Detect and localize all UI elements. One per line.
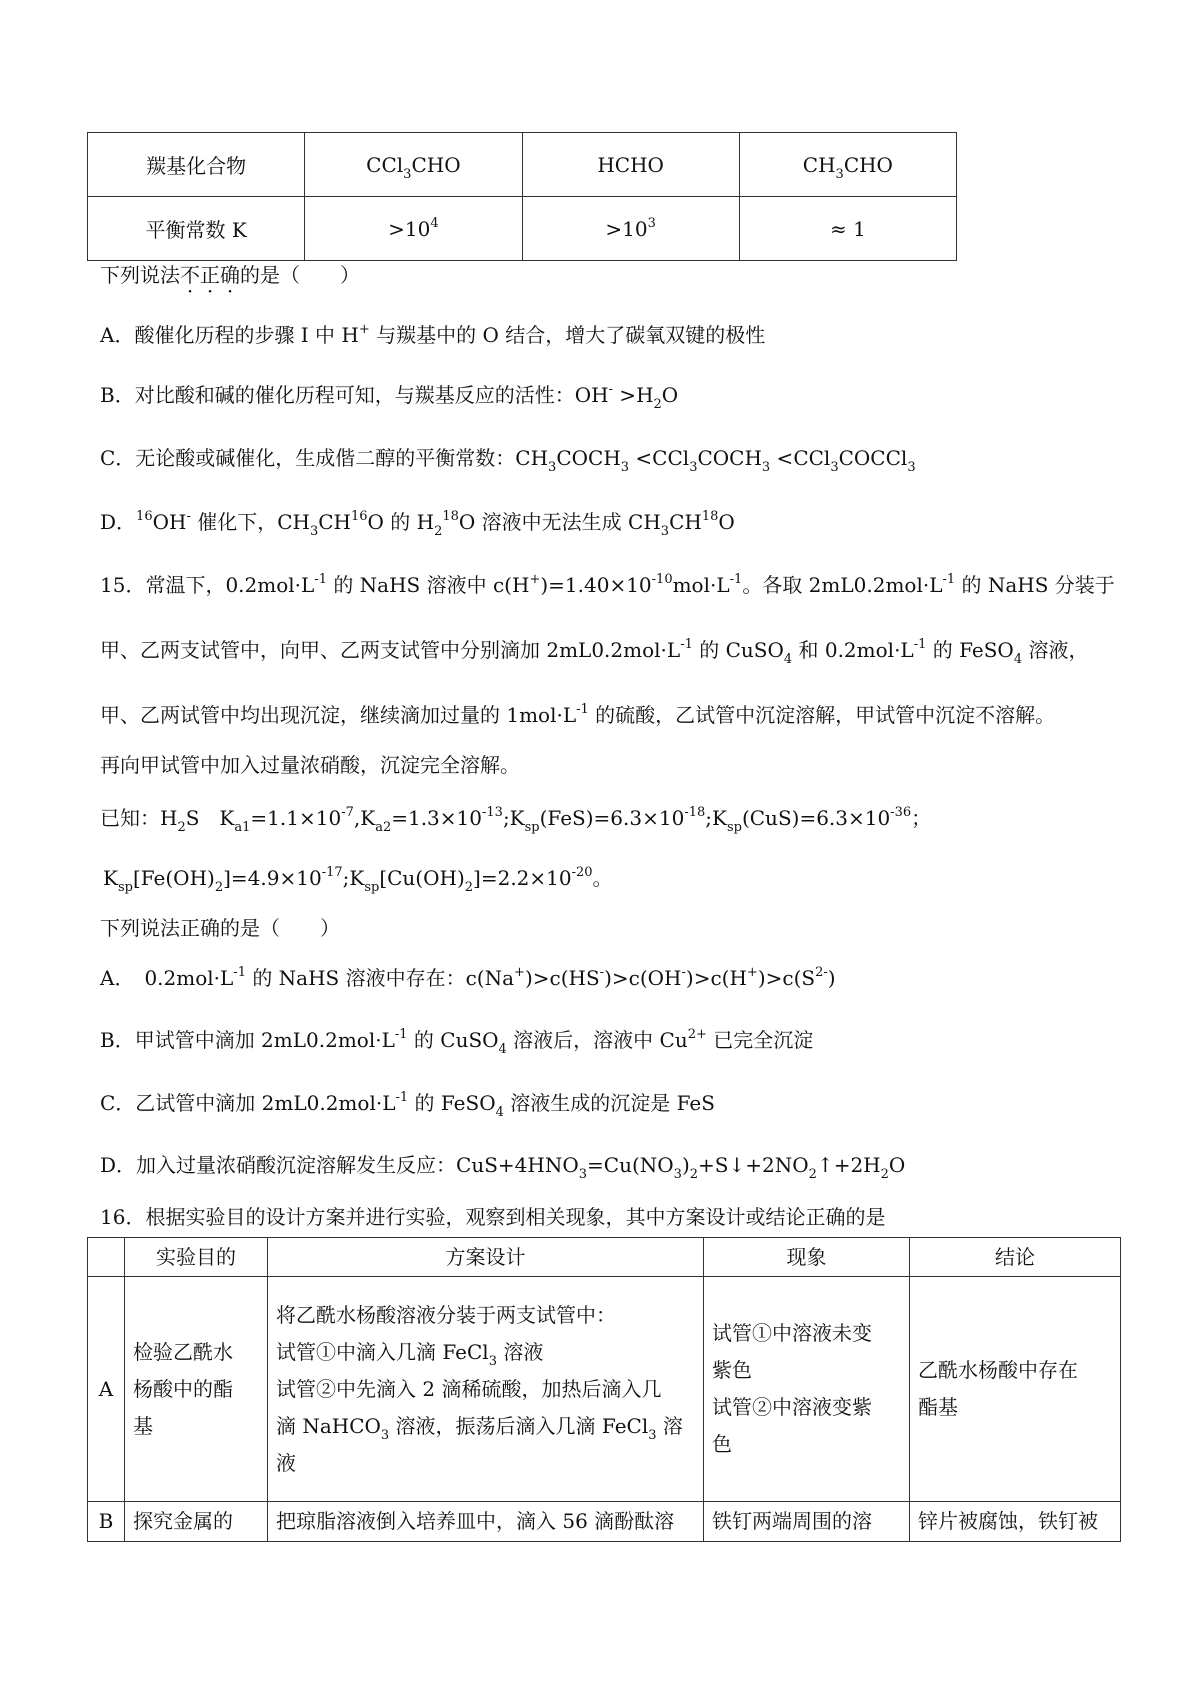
- q15-line-2: 甲、乙两支试管中，向甲、乙两支试管中分别滴加 $2mL0.2mol\cdot L^{-1}$ 的 CuSO$_4$ 和 $0.2mol\cdot L^{-1}$ 的 FeSO$_4$ 溶液，: [100, 637, 1089, 667]
- header-cell: 实验目的: [125, 1238, 268, 1277]
- q14-prompt: 下列说法不正确的是（ ）: [100, 263, 360, 287]
- table-row: [88, 197, 957, 261]
- table-cell: ≈ 1: [739, 197, 956, 261]
- experiment-table: [87, 1237, 1121, 1542]
- q15-option-b: B．甲试管中滴加 $2mL0.2mol\cdot L^{-1}$ 的 CuSO$_4$ 溶液后，溶液中 $Cu^{2+}$ 已完全沉淀: [100, 1027, 814, 1057]
- q15-line-4: 再向甲试管中加入过量浓硝酸，沉淀完全溶解。: [100, 753, 520, 777]
- table-cell: 平衡常数 K: [88, 197, 305, 261]
- q15-option-c: C．乙试管中滴加 $2mL0.2mol\cdot L^{-1}$ 的 FeSO$_4$ 溶液生成的沉淀是 FeS: [100, 1090, 715, 1120]
- table-cell: $>10^3$: [522, 197, 739, 261]
- conclusion-cell: 锌片被腐蚀，铁钉被: [910, 1502, 1121, 1542]
- design-cell: 将乙酰水杨酸溶液分装于两支试管中： 试管①中滴入几滴 FeCl$_3$ 溶液 试管②中先滴入 2 滴稀硫酸，加热后滴入几 滴 NaHCO$_3$ 溶液，振荡后滴入几滴 FeCl$_3$ 溶 液: [268, 1277, 704, 1502]
- table-cell: $CH_3CHO$: [739, 133, 956, 197]
- q14-option-b: B．对比酸和碱的催化历程可知，与羰基反应的活性：$OH^- >H_2O$: [100, 382, 679, 412]
- table-row: [88, 1277, 1121, 1502]
- q14-option-d: D．$^{16}$OH- 催化下，$CH_3CH^{16}O$ 的 $H_2^{18}O$ 溶液中无法生成 $CH_3CH^{18}O$: [100, 509, 735, 539]
- q15-line-3: 甲、乙两试管中均出现沉淀，继续滴加过量的 $1mol\cdot L^{-1}$ 的硫酸，乙试管中沉淀溶解，甲试管中沉淀不溶解。: [100, 702, 1056, 727]
- equilibrium-table: [87, 132, 957, 261]
- row-label: A: [88, 1277, 125, 1502]
- phenomenon-cell: 试管①中溶液未变 紫色 试管②中溶液变紫 色: [704, 1277, 910, 1502]
- purpose-cell: 探究金属的: [125, 1502, 268, 1542]
- q15-line-1: 15．常温下，$0.2mol\cdot L^{-1}$ 的 NaHS 溶液中 $c(H^+)=1.40\times 10^{-10}mol\cdot L^{-1}$。各取 $2mL0.2mol\cdot L^{-1}$ 的 NaHS 分装于: [100, 572, 1115, 597]
- q16-stem: 16．根据实验目的设计方案并进行实验，观察到相关现象，其中方案设计或结论正确的是: [100, 1205, 886, 1229]
- header-cell: 方案设计: [268, 1238, 704, 1277]
- q15-prompt: 下列说法正确的是（ ）: [100, 916, 340, 940]
- table-row: [88, 1502, 1121, 1542]
- table-row: [88, 133, 957, 197]
- table-cell: CCl$_3$CHO: [305, 133, 522, 197]
- q14-option-c: C．无论酸或碱催化，生成偕二醇的平衡常数：$CH_3COCH_3$ $<CCl_3COCH_3$ <CCl$_3$COCCl$_3$: [100, 446, 916, 475]
- phenomenon-cell: 铁钉两端周围的溶: [704, 1502, 910, 1542]
- conclusion-cell: 乙酰水杨酸中存在 酯基: [910, 1277, 1121, 1502]
- header-cell: 现象: [704, 1238, 910, 1277]
- q15-option-a: A． $0.2mol\cdot L^{-1}$ 的 NaHS 溶液中存在：$c(Na^+)>c(HS^-)>c(OH^-)>c(H^+)>c(S^{2-})$: [100, 965, 836, 990]
- q15-option-d: D．加入过量浓硝酸沉淀溶解发生反应：$CuS+4HNO_3=Cu(NO_3)_2+S↓+2NO_2↑+2H_2O$: [100, 1153, 906, 1182]
- header-cell: 结论: [910, 1238, 1121, 1277]
- table-cell: HCHO: [522, 133, 739, 197]
- q14-option-a: A．酸催化历程的步骤 I 中 H+ 与羰基中的 O 结合，增大了碳氧双键的极性: [100, 322, 766, 347]
- q15-known: 已知：$H_2S$ $K_{a1}=1.1\times 10^{-7},K_{a2}=1.3\times 10^{-13};K_{sp}(FeS)=6.3\times 10^{-18};K_{sp}(CuS)=6.3\times 10^{-36}$；: [100, 805, 932, 835]
- header-cell: [88, 1238, 125, 1277]
- purpose-cell: 检验乙酰水 杨酸中的酯 基: [125, 1277, 268, 1502]
- row-label: B: [88, 1502, 125, 1542]
- design-cell: 把琼脂溶液倒入培养皿中，滴入 56 滴酚酞溶: [268, 1502, 704, 1542]
- table-cell: 羰基化合物: [88, 133, 305, 197]
- table-header-row: [88, 1238, 1121, 1277]
- table-cell: $>10^4$: [305, 197, 522, 261]
- q15-ksp-line: $K_{sp}[Fe(OH)_2]=4.9\times 10^{-17};K_{sp}[Cu(OH)_2]=2.2\times 10^{-20}$。: [103, 865, 613, 895]
